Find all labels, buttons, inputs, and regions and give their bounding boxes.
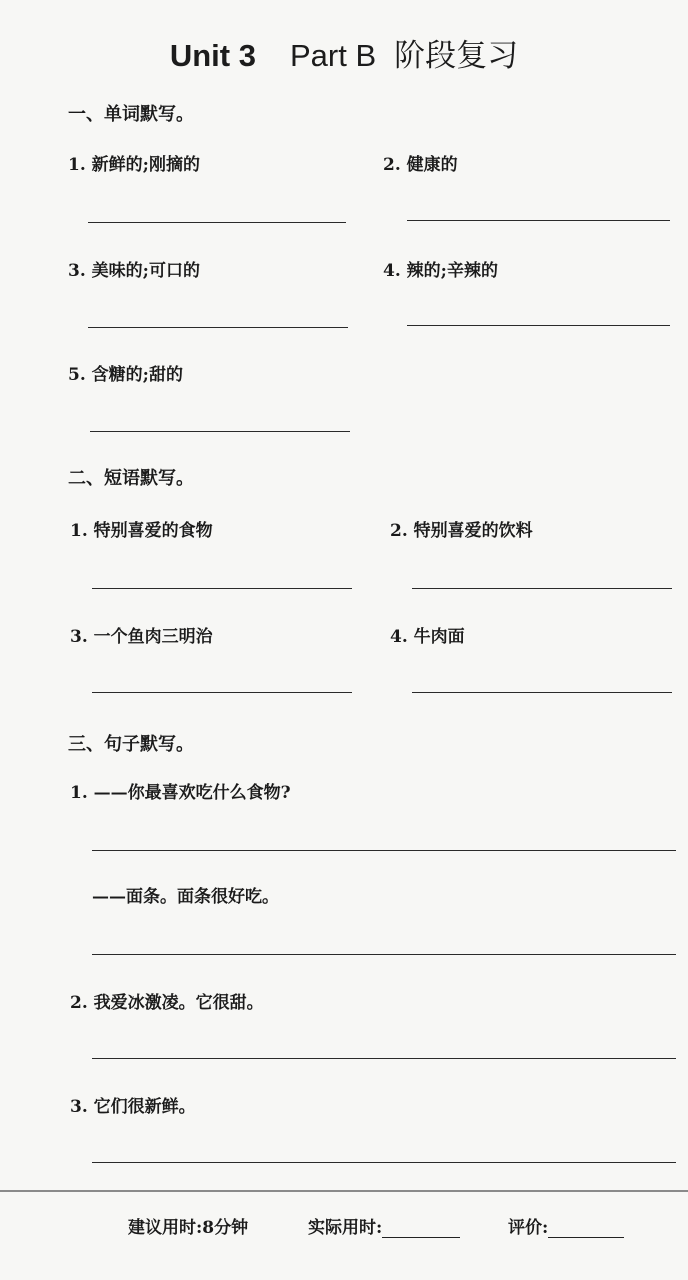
word-item-5: 5. 含糖的;甜的 <box>68 365 183 385</box>
sentence-item-3: 3. 它们很新鲜。 <box>70 1097 196 1117</box>
actual-time-label: 实际用时: <box>308 1218 383 1238</box>
phrase-item-3: 3. 一个鱼肉三明治 <box>70 627 213 647</box>
word-item-2: 2. 健康的 <box>383 155 458 175</box>
word-item-4: 4. 辣的;辛辣的 <box>383 261 498 281</box>
answer-line[interactable] <box>92 1058 676 1059</box>
title-cn: 阶段复习 <box>394 38 519 74</box>
word-item-3: 3. 美味的;可口的 <box>68 261 200 281</box>
word-item-1: 1. 新鲜的;刚摘的 <box>68 155 200 175</box>
answer-line[interactable] <box>92 850 676 851</box>
section1-heading: 一、单词默写。 <box>68 104 194 125</box>
answer-line[interactable] <box>407 220 670 221</box>
actual-time-blank[interactable] <box>382 1219 460 1238</box>
evaluation-label: 评价: <box>508 1218 549 1238</box>
answer-line[interactable] <box>88 327 348 328</box>
part-label: Part B <box>289 38 377 73</box>
sentence-item-1-answer: ——面条。面条很好吃。 <box>92 887 279 907</box>
evaluation <box>508 1213 624 1238</box>
section3-heading: 三、句子默写。 <box>68 734 194 755</box>
phrase-item-2: 2. 特别喜爱的饮料 <box>390 521 533 541</box>
answer-line[interactable] <box>412 588 672 589</box>
sentence-item-2: 2. 我爱冰激凌。它很甜。 <box>70 993 264 1013</box>
answer-line[interactable] <box>92 954 676 955</box>
evaluation-blank[interactable] <box>548 1219 624 1238</box>
answer-line[interactable] <box>88 222 346 223</box>
page-title <box>0 30 688 75</box>
answer-line[interactable] <box>412 692 672 693</box>
unit-label: Unit 3 <box>169 38 256 73</box>
phrase-item-1: 1. 特别喜爱的食物 <box>70 521 213 541</box>
answer-line[interactable] <box>92 1162 676 1163</box>
phrase-item-4: 4. 牛肉面 <box>390 627 465 647</box>
section2-heading: 二、短语默写。 <box>68 468 194 489</box>
actual-time <box>308 1213 460 1238</box>
answer-line[interactable] <box>92 588 352 589</box>
answer-line[interactable] <box>92 692 352 693</box>
answer-line[interactable] <box>90 431 350 432</box>
answer-line[interactable] <box>407 325 670 326</box>
sentence-item-1: 1. ——你最喜欢吃什么食物? <box>70 783 291 803</box>
footer-divider <box>0 1190 688 1192</box>
suggested-time: 建议用时:8分钟 <box>128 1218 249 1238</box>
